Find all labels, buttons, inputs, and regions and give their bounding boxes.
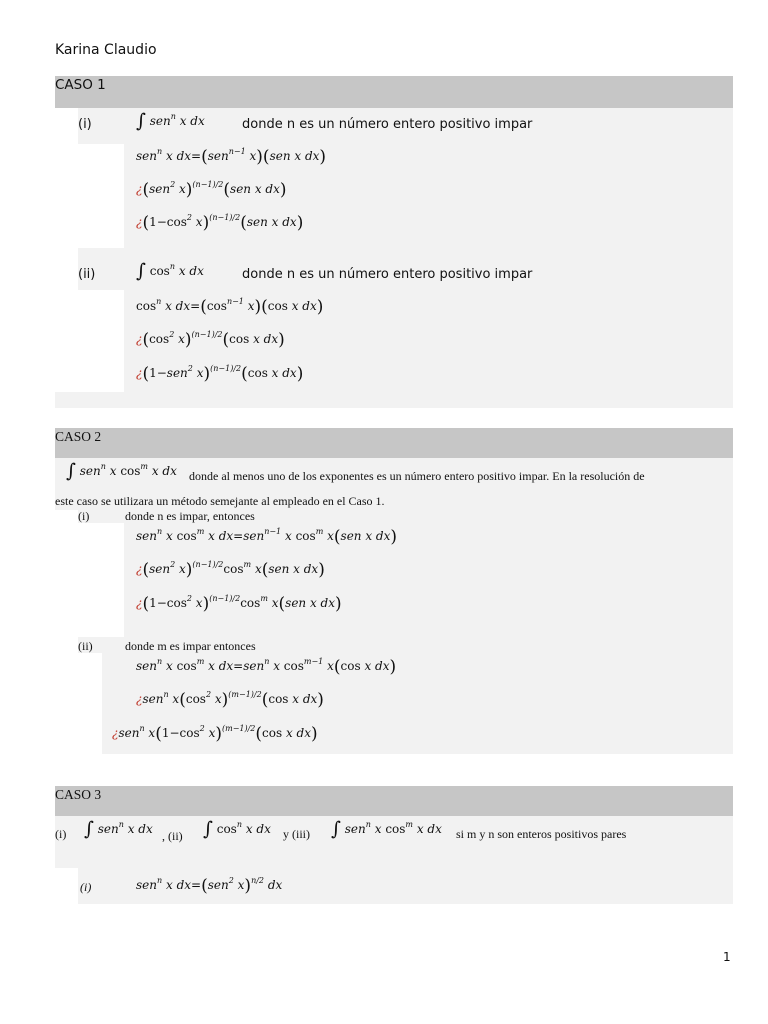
caso2-title: CASO 2 <box>55 429 102 444</box>
caso1-header-band <box>55 76 733 108</box>
caso2-integral: ∫ sen$^n$ x $\cos^m x$ dx <box>66 460 177 482</box>
caso2-i-eq2: ¿(sen$^2$ $x)^{(n-1)/2}\cos^m$ x(sen x dx) <box>136 560 325 580</box>
caso2-ii-eq3: ¿sen$^n$ $x(1-\cos^2$ x)$^{(m-1)/2}$(cos x dx) <box>112 724 318 744</box>
author-name: Karina Claudio <box>55 42 157 58</box>
caso1-ii-eq2: ¿($\cos^2$ x)$^{(n-1)/2}$(cos x dx) <box>136 330 285 350</box>
caso1-ii-eq3: ¿(1−sen$^2$ x)$^{(n-1)/2}$(cos x dx) <box>136 364 304 384</box>
caso3-condition: si m y n son enteros positivos pares <box>456 827 627 841</box>
caso3-ii-integral: ∫ $\cos^n x$ dx <box>203 818 271 840</box>
page-number: 1 <box>723 950 731 964</box>
caso2-ii-eq1: sen$^n$ x $\cos^m x$ dx=sen$^n$ x $\cos^{m-1} x(\cos$ x dx) <box>136 657 397 677</box>
caso1-ii-eq1: $\cos^n x$ $dx=(\cos^{n-1}$ x)(cos x dx) <box>136 297 324 317</box>
caso1-i-label: (i) <box>78 117 92 132</box>
caso2-body-panel <box>78 510 733 754</box>
caso2-ii-label: (ii) <box>78 639 93 653</box>
caso2-i-eq3: ¿($1-\cos^2$ $x)^{(n-1)/2}\cos^m$ x(sen x dx) <box>136 594 342 614</box>
caso3-iii-integral: ∫ sen$^n$ x $\cos^m x$ dx <box>331 818 442 840</box>
caso1-ii-description: donde n es un número entero positivo impar <box>242 267 533 282</box>
caso3-i-eq1: sen$^n$ x dx=(sen$^2$ x)$^{n/2}$ dx <box>136 876 283 896</box>
caso2-i-label: (i) <box>78 509 90 523</box>
caso3-i-integral: ∫ sen$^n$ x dx <box>84 818 153 840</box>
caso3-iii-label: y (iii) <box>283 827 310 841</box>
caso1-i-eq1: sen$^n$ x dx=(sen$^{n-1}$ x)(sen x dx) <box>136 147 327 167</box>
caso2-ii-text: donde m es impar entonces <box>125 639 256 653</box>
caso2-intro-line2: este caso se utilizara un método semejante al empleado en el Caso 1. <box>55 494 385 508</box>
caso1-i-eq3: ¿($1-\cos^2$ x)$^{(n-1)/2}$(sen x dx) <box>136 213 304 233</box>
caso2-header-band <box>55 428 733 458</box>
caso3-header-band <box>55 786 733 816</box>
caso2-i-eq1: sen$^n$ x $\cos^m x$ dx=sen$^{n-1}$ x $\cos^m x(sen$ x dx) <box>136 527 398 547</box>
caso3-ii-label: , (ii) <box>162 829 183 843</box>
caso1-ii-label: (ii) <box>78 267 96 282</box>
caso2-ii-eq2: ¿sen$^n$ $x(\cos^2$ x)$^{(m-1)/2}$(cos x dx) <box>136 690 324 710</box>
caso1-ii-integral: ∫ $\cos^n x$ dx <box>136 260 204 282</box>
caso1-i-integral: ∫ sen$^n$ x dx <box>136 110 205 132</box>
caso3-i-label: (i) <box>55 827 67 841</box>
caso2-i-text: donde n es impar, entonces <box>125 509 255 523</box>
caso1-i-eq2: ¿(sen$^2$ x)$^{(n-1)/2}$(sen x dx) <box>136 180 287 200</box>
caso3-title: CASO 3 <box>55 787 102 802</box>
caso1-i-description: donde n es un número entero positivo impar <box>242 117 533 132</box>
caso3-sub-i-label: (i) <box>80 880 92 894</box>
caso1-title: CASO 1 <box>55 77 106 93</box>
caso2-intro-line1: donde al menos uno de los exponentes es un número entero positivo impar. En la resolución de <box>189 469 645 483</box>
